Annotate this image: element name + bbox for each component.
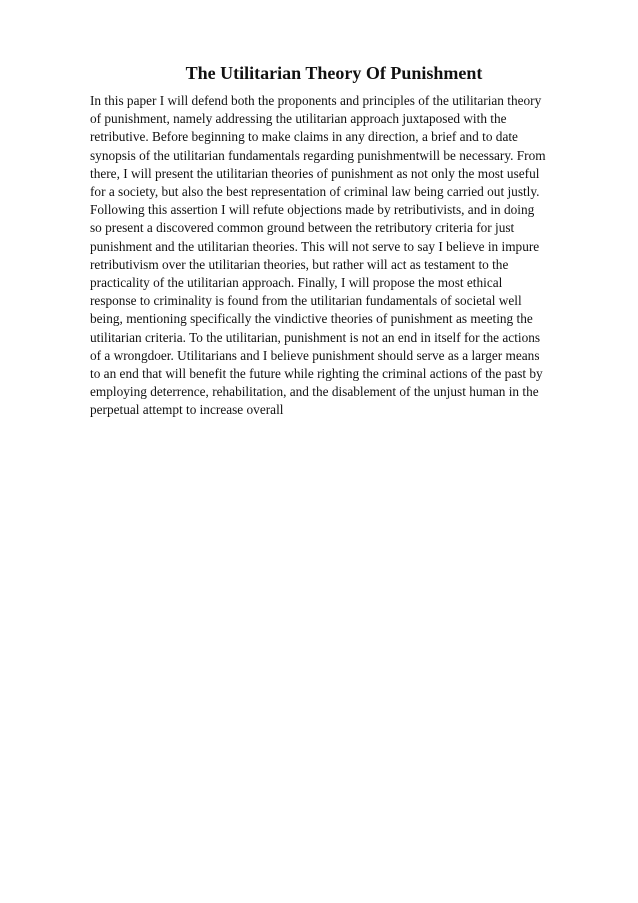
paragraph-line: practicality of the utilitarian approach. Finally, I will propose the most ethical (90, 275, 503, 291)
paragraph-line: for a society, but also the best representation of criminal law being carried out justly. (90, 184, 540, 200)
paragraph-line: punishment and the utilitarian theories. This will not serve to say I believe in impure (90, 238, 540, 254)
paragraph-line: employing deterrence, rehabilitation, and the disablement of the unjust human in the (90, 384, 539, 400)
paragraph-line: of punishment, namely addressing the utilitarian approach juxtaposed with the (90, 111, 507, 127)
body-paragraph (90, 92, 598, 420)
paragraph-line: retributivism over the utilitarian theories, but rather will act as testament to the (90, 256, 509, 272)
paragraph-line: so present a discovered common ground between the retributory criteria for just (90, 220, 515, 236)
paragraph-line: utilitarian criteria. To the utilitarian, punishment is not an end in itself for the actions (90, 329, 541, 345)
document-title: The Utilitarian Theory Of Punishment (185, 63, 483, 83)
paragraph-line: retributive. Before beginning to make claims in any direction, a brief and to date (90, 129, 518, 145)
paragraph-line: of a wrongdoer. Utilitarians and I believe punishment should serve as a larger means (90, 347, 540, 363)
paragraph-line: to an end that will benefit the future while righting the criminal actions of the past by (90, 366, 543, 382)
paragraph-line: being, mentioning specifically the vindictive theories of punishment as meeting the (90, 311, 533, 327)
paragraph-line: Following this assertion I will refute objections made by retributivists, and in doing (90, 202, 535, 218)
paragraph-line: In this paper I will defend both the proponents and principles of the utilitarian theory (90, 93, 542, 108)
paragraph-line: perpetual attempt to increase overall (90, 402, 284, 418)
paragraph-line: response to criminality is found from the utilitarian fundamentals of societal well (90, 293, 522, 309)
paragraph-line: synopsis of the utilitarian fundamentals regarding punishmentwill be necessary. From (90, 147, 546, 163)
paragraph-line: there, I will present the utilitarian theories of punishment as not only the most useful (90, 165, 540, 181)
